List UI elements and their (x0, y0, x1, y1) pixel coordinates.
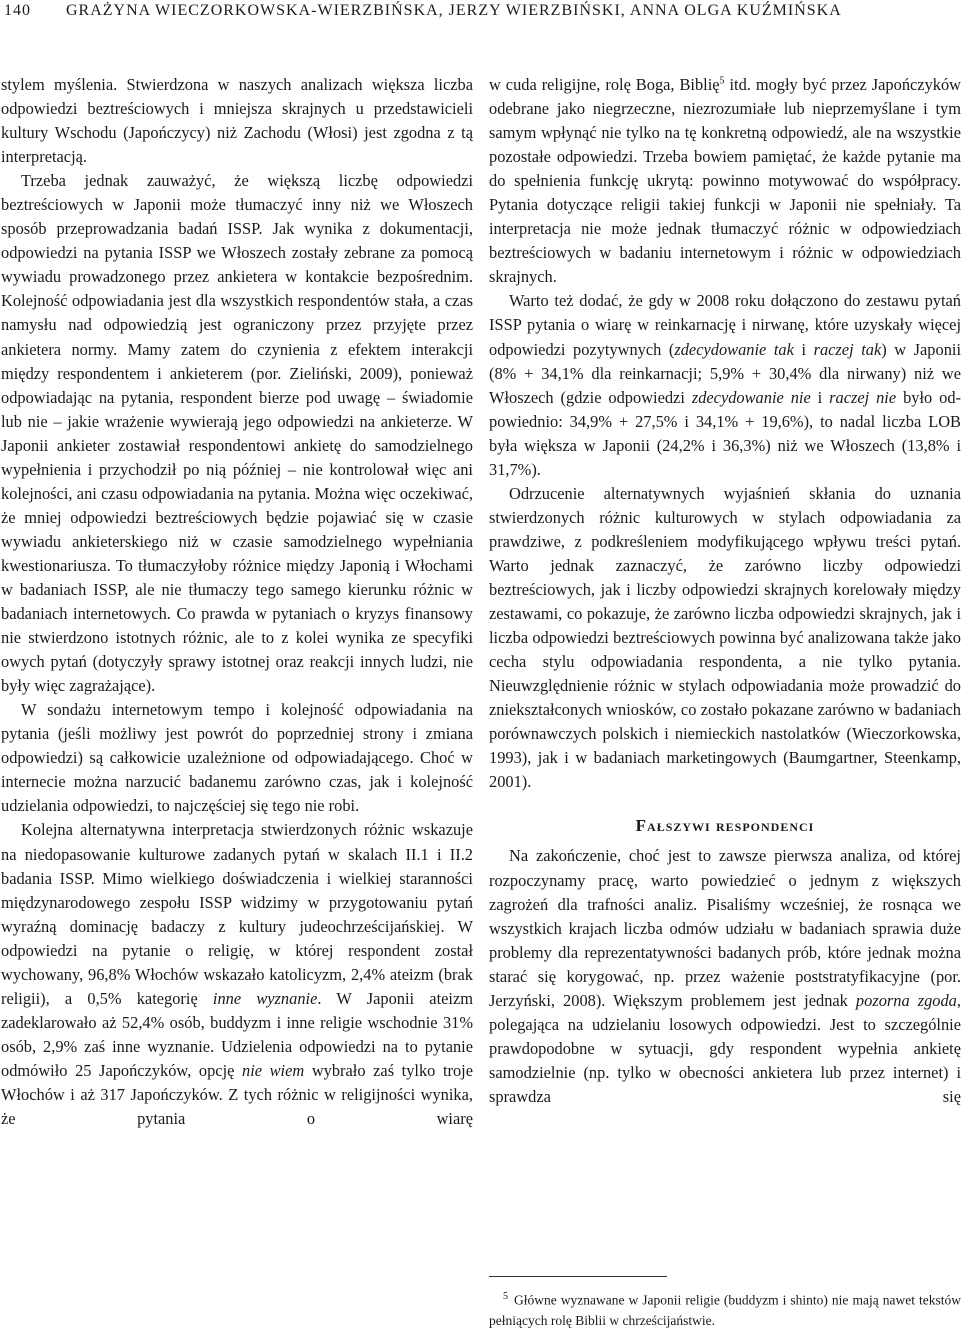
running-head: GRAŻYNA WIECZORKOWSKA-WIERZBIŃSKA, JERZY WIERZBIŃSKI, ANNA OLGA KUŹMIŃSKA (66, 2, 842, 19)
footnote-number: 5 (503, 1291, 508, 1302)
footnote-text: Główne wyznawane w Japonii religie (buddyzm i shinto) nie mają nawet tekstów pełniących rolę Biblii w chrześcijaństwie. (489, 1292, 961, 1328)
footnote (489, 1287, 961, 1331)
running-header (0, 2, 960, 28)
paragraph: Trzeba jednak zauważyć, że większą liczbę odpowiedzi beztreściowych w Japonii może tłumaczyć inny niż we Włoszech sposób przeprowadzania badań ISSP. Jak wynika z dokumentacji, odpowiedzi na pytania ISSP we Włoszech zostały zebrane za pomocą wywiadu prowadzonego przez ankietera w kontakcie bezpośrednim. Kolejność odpowiadania jest dla wszystkich respondentów stała, a czas namysłu nad odpowiedzią jest ograniczony przez przyjęte przez ankietera normy. Mamy zatem do czynienia z efektem interakcji między respondentem i ankieterem (por. Zieliński, 2009), ponieważ odpowiadając na pytania, respondent bierze pod uwagę – świadomie lub nie – jakie wrażenie wywierają jego odpowiedzi na ankieterze. W Japonii ankieter zostawiał respondentowi ankietę do samodzielnego wypełnienia i przychodził po nią później – nie kontrolował więc ani kolejności, ani czasu odpowiadania na pytania. Można więc oczekiwać, że mniej odpowiedzi beztreściowych będzie pojawiać się w czasie wywiadu ankieterskiego niż w czasie samodzielnego wypełniania kwestionariusza. To tłumaczyłoby różnice między Japonią i Włochami w badaniach ISSP, ale nie tłumaczy tego samego kierunku różnic w badaniach internetowych. Co prawda w pytaniach o kryzys finansowy nie stwierdzono istotnych różnic, ale to z kolei wynika ze specyfiki owych pytań (dotyczyły sprawy istotnej oraz reakcji innych ludzi, nie były więc zagrażające). (1, 171, 473, 696)
paragraph: W sondażu internetowym tempo i kolejność odpowiadania na pytania (jeśli możliwy jest powrót do poprzedniej strony i zmiana odpowiedzi) są całkowicie uzależnione od odpowiadającego. Choć w internecie można narzucić badanemu zarówno czas, jak i kolejność udzielania odpowiedzi, to najczęściej się tego nie robi. (1, 700, 473, 816)
italic-run: raczej nie (829, 387, 897, 407)
text-run: . W Japonii ateizm zadeklarowało aż 52,4% osób, buddyzm i inne religie wschodnie 31% osób, 2,9% zaś inne wyznanie. Udzielenia odpowiedzi na to pytanie odmówiło 25 Japończyków, opcję (1, 988, 473, 1080)
paragraph: stylem myślenia. Stwierdzona w naszych analizach większa liczba odpowiedzi beztreściowych i mniejsza skrajnych u przedstawicieli kultury Wschodu (Japończycy) niż Zachodu (Włosi) jest zgodna z tą interpretacją. (1, 75, 473, 167)
italic-run: inne wyznanie (212, 988, 318, 1008)
paragraph: Odrzucenie alternatywnych wyjaśnień skłania do uznania stwierdzonych różnic kulturowych w stylach odpowiadania za prawdziwe, z podkreśleniem modyfikującego wpływu treści pytań. Warto jednak zaznaczyć, że zarówno liczby odpowiedzi beztreściowych, jak i liczby odpowiedzi skrajnych korelowały między zestawami, co pokazuje, że zarówno liczba odpowiedzi skrajnych, jak i liczba odpowiedzi beztreściowych powinna być analizowana także jako cecha stylu odpowiadania respondenta, a nie tylko pytania. Nieuwzględnienie różnic w stylach odpowiadania może prowadzić do zniekształconych wniosków, co zostało pokazane zarówno w badaniach porównawczych polskich i niemieckich nastolatków (Wieczorkowska, 1993), jak i w badaniach marketingowych (Baumgartner, Steenkamp, 2001). (489, 483, 961, 792)
text-run: w cuda religijne, rolę Boga, Biblię (489, 75, 720, 94)
italic-run: raczej tak (813, 339, 882, 359)
text-run: było odpowiednio: 34,9% + 27,5% i 34,1% + 19,6%), to nadal liczba LOB była większa w Japonii (24,2% i 36,3%) niż we Włoszech (13,8% i 31,7%). (489, 387, 961, 479)
italic-run: zdecydowanie tak (674, 339, 794, 359)
paragraph (489, 289, 961, 481)
text-run: i (793, 339, 814, 359)
text-run: Warto też dodać, że gdy w 2008 roku dołączono do zestawu pytań ISSP pytania o wiarę w reinkarnację i nirwanę, które uzyskały więcej odpowiedzi pozytywnych ( (489, 291, 961, 359)
text-run: Kolejna alternatywna interpretacja stwierdzonych różnic wskazuje na niedopasowanie kulturowe zadanych pytań w skalach II.1 i II.2 badania ISSP. Mimo wielkiego doświadczenia i wielkiej staranności międzynarodowego zespołu ISSP widzimy w przygotowaniu pytań wyraźną dominację badaczy z kultury judeochrześcijańskiej. W odpowiedzi na pytanie o religię, w której respondent został wychowany, 96,8% Włochów wskazało katolicyzm, 2,4% ateizm (brak religii), a 0,5% kategorię (1, 820, 473, 1008)
italic-run: nie wiem (242, 1060, 305, 1080)
text-run: itd. mogły być przez Japończyków odebrane jako niegrzeczne, niezrozumiałe lub nieprzemyślane i tym samym wpłynąć nie tylko na tę konkretną odpowiedź, ale na wszystkie pozostałe odpowiedzi. Trzeba bowiem pamiętać, że każde pytanie ma do spełnienia funkcję ukrytą: powinno motywować do współpracy. Pytania dotyczące religii takiej funkcji w Japonii nie spełniały. Ta interpretacja nie może jednak tłumaczyć różnic w odpowiedziach beztreściowych w badaniu internetowym i różnic w odpowiedziach skrajnych. (489, 75, 961, 287)
italic-run: pozorna zgoda (855, 990, 957, 1010)
text-run: Na zakończenie, choć jest to zawsze pierwsza analiza, od której rozpoczynamy pracę, warto powiedzieć o jednym z większych zagrożeń dla trafności analiz. Pisaliśmy wcześniej, że rosnąca we wszystkich krajach liczba odmów udziału w badaniach sprawia duże problemy dla reprezentatywności badanych prób, które jednak można starać się korygować, np. przez ważenie poststratyfikacyjne (por. Jerzyński, 2008). Większym problemem jest jednak (489, 846, 961, 1010)
paragraph (489, 844, 961, 1109)
left-column (1, 73, 473, 1131)
page-number: 140 (4, 2, 31, 19)
paragraph (489, 73, 961, 289)
italic-run: zdecydowanie nie (691, 387, 811, 407)
right-column (489, 73, 961, 1109)
section-title: Fałszywi respondenci (635, 816, 815, 836)
text-run: wybrało zaś tylko troje Włochów i aż 317 Japończyków. Z tych różnic w religijności wynika, że pytania o wiarę (1, 1060, 473, 1129)
footnote-divider (489, 1276, 667, 1277)
footnote-reference[interactable]: 5 (719, 75, 725, 87)
text-run: ) w Japonii (8% + 34,1% dla reinkarnacji; 5,9% + 30,4% dla nirwany) niż we Włoszech (gdzie odpowiedzi (489, 339, 961, 407)
text-run: , polegająca na udzielaniu losowych odpowiedzi. Jest to szczególnie prawdopodobne w sytuacji, gdy respondent wypełnia ankietę samodzielnie (np. tylko w obecności ankietera lub przez internet) i sprawdza się (489, 990, 961, 1106)
paragraph (1, 818, 473, 1131)
text-run: i (810, 387, 830, 407)
